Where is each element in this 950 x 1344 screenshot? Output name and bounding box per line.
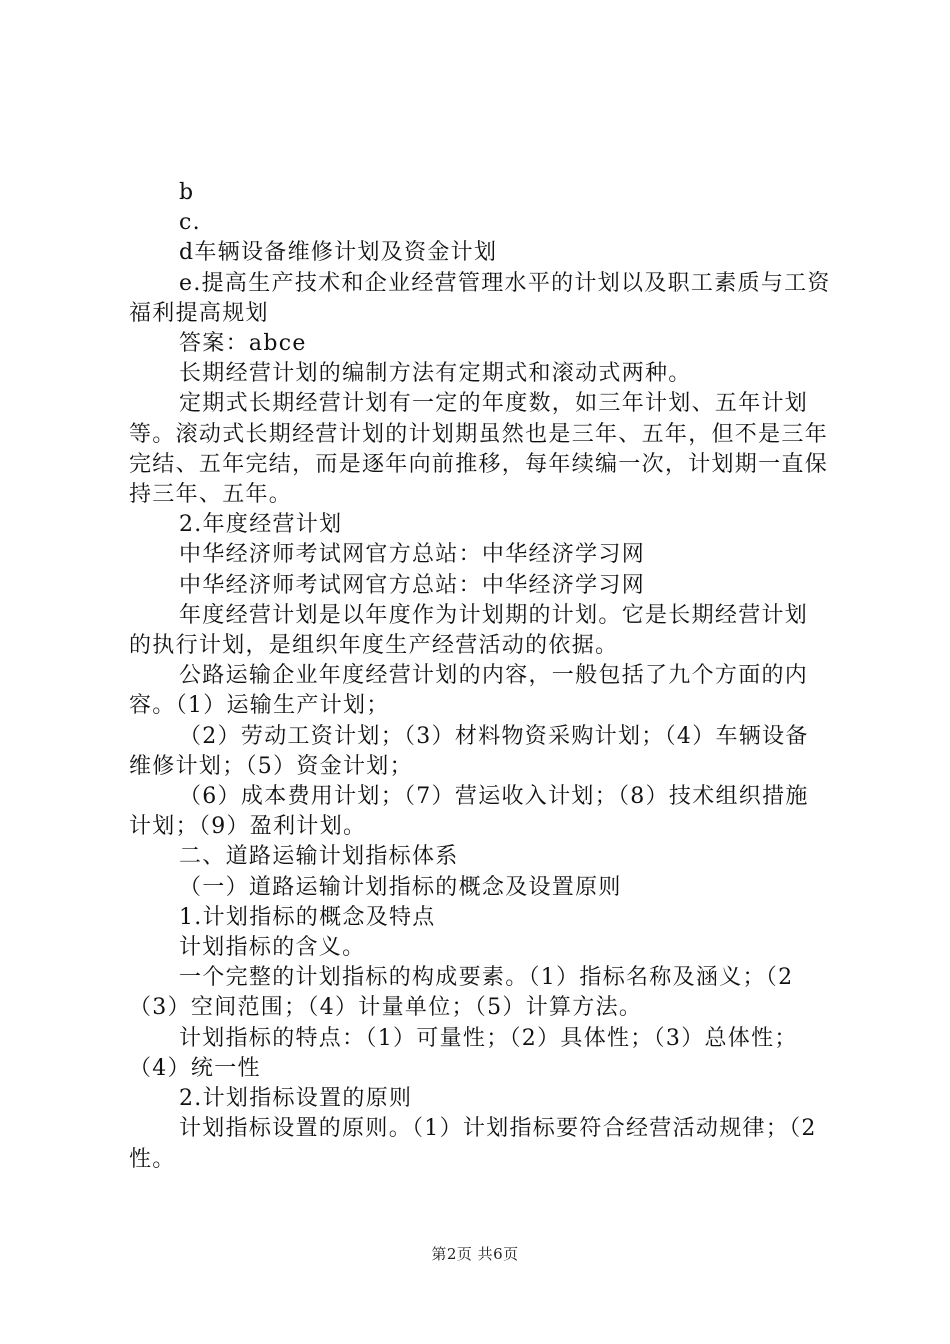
paragraph: 长期经营计划的编制方法有定期式和滚动式两种。 — [179, 361, 692, 387]
paragraph: 一个完整的计划指标的构成要素。（1）指标名称及涵义；（2（3）空间范围；（4）计量单位；（5）计算方法。 — [129, 965, 794, 1021]
document-body — [129, 178, 831, 1175]
paragraph: 定期式长期经营计划有一定的年度数，如三年计划、五年计划等。滚动式长期经营计划的计划期虽然也是三年、五年，但不是三年完结、五年完结，而是逐年向前推移，每年续编一次，计划期一直保持三年、五年。 — [129, 391, 829, 508]
section-heading: 2.计划指标设置的原则 — [179, 1086, 413, 1112]
paragraph: 公路运输企业年度经营计划的内容，一般包括了九个方面的内容。（1）运输生产计划； — [129, 663, 809, 719]
page-number-footer: 第2页 共6页 — [431, 1245, 519, 1263]
paragraph: b — [179, 180, 195, 205]
paragraph: 中华经济师考试网官方总站：中华经济学习网 — [179, 542, 646, 568]
section-heading: （一）道路运输计划指标的概念及设置原则 — [179, 874, 622, 900]
paragraph: 计划指标的特点：（1）可量性；（2）具体性；（3）总体性；（4）统一性 — [129, 1025, 798, 1081]
paragraph: c. — [179, 210, 201, 236]
paragraph: （2）劳动工资计划；（3）材料物资采购计划；（4）车辆设备维修计划；（5）资金计划； — [129, 723, 809, 779]
paragraph: e.提高生产技术和企业经营管理水平的计划以及职工素质与工资福利提高规划 — [129, 270, 831, 326]
paragraph: 答案：abce — [179, 331, 307, 357]
section-heading: 1.计划指标的概念及特点 — [179, 904, 436, 930]
paragraph: 计划指标的含义。 — [179, 935, 366, 961]
paragraph: 中华经济师考试网官方总站：中华经济学习网 — [179, 572, 646, 598]
paragraph: d车辆设备维修计划及资金计划 — [179, 240, 498, 266]
paragraph: 计划指标设置的原则。（1）计划指标要符合经营活动规律；（2性。 — [129, 1116, 817, 1172]
section-heading: 二、道路运输计划指标体系 — [179, 844, 459, 870]
paragraph: 年度经营计划是以年度作为计划期的计划。它是长期经营计划的执行计划，是组织年度生产经营活动的依据。 — [129, 602, 809, 659]
paragraph: （6）成本费用计划；（7）营运收入计划；（8）技术组织措施计划；（9）盈利计划。 — [129, 784, 809, 840]
paragraph: 2.年度经营计划 — [179, 512, 343, 538]
